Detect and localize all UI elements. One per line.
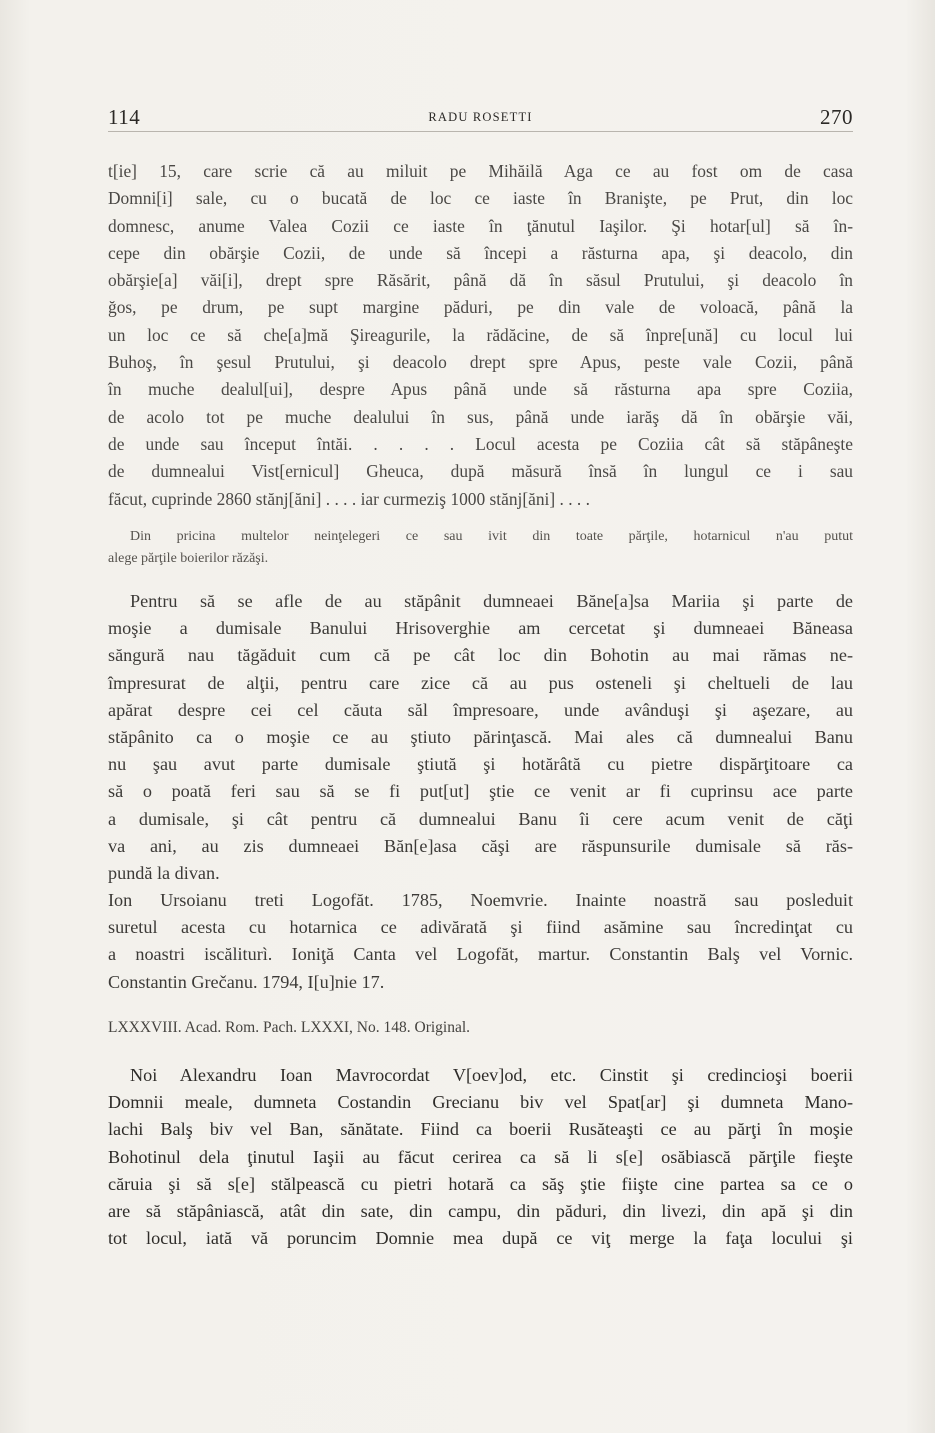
text-line: Din pricina multelor neinţelegeri ce sau ivit din toate părţile, hotarnicul n'au putut: [130, 529, 853, 544]
text-line: suretul acesta cu hotarnica ce adivărată şi fiind asămine sau încredinţat cu: [108, 917, 853, 938]
text-line: Ion Ursoianu treti Logofăt. 1785, Noemvrie. Inainte noastră sau posleduit: [108, 890, 853, 911]
text-line: a dumisale, şi cât pentru că dumnealui Banu îi cere acum venit de căţi: [108, 808, 853, 829]
deed-excerpt-text: [108, 158, 853, 513]
text-line: obărşie[a] văi[i], drept spre Răsărit, până dă în săsul Prutului, şi deacolo în: [108, 270, 853, 291]
text-line: în muche dealul[ui], despre Apus până unde să răsturna apa spre Coziia,: [108, 379, 853, 400]
text-line: de dumnealui Vist[ernicul] Gheuca, după măsură însă în lungul ce i sau: [108, 461, 853, 482]
text-line: are să stăpâniască, atât din sate, din campu, din păduri, din livezi, din apă şi din: [108, 1200, 853, 1221]
text-line: Bohotinul dela ţinutul Iaşii au făcut cerirea ca să li s[e] osăbiască părţile fieşte: [108, 1146, 853, 1167]
text-line: de unde sau început întăi. . . . . Locul acesta pe Coziia cât să stăpâneşte: [108, 433, 853, 454]
text-line: tot locul, iată vă poruncim Domnie mea după ce viţ merge la faţa locului şi: [108, 1228, 853, 1249]
text-line: lachi Balş biv vel Ban, sănătate. Fiind ca boerii Rusăteaşti ce au părţi în moşie: [108, 1119, 853, 1140]
text-line: stăpânito ca o moşie ce au ştiuto părinţască. Mai ales că dumnealui Banu: [108, 726, 853, 747]
document-reference: [108, 1016, 853, 1040]
page-number: 114: [108, 105, 141, 129]
text-line: împresurat de alţii, pentru care zice că au pus osteneli şi cheltueli de lau: [108, 672, 853, 693]
text-line: va ani, au zis dumneaei Băn[e]asa căşi are răspunsurile dumisale să răs-: [108, 835, 853, 856]
reference-line: LXXXVIII. Acad. Rom. Pach. LXXXI, No. 148. Original.: [108, 1019, 471, 1036]
text-line: de acolo tot pe muche dealului în sus, până unde iarăş dă în obărşie văi,: [108, 406, 853, 427]
text-line: căruia şi să s[e] stălpească cu pietri hotară ca săş ştie fiişte cine partea sa ce o: [108, 1173, 853, 1194]
text-line: alege părţile boierilor răzăşi.: [108, 551, 269, 566]
text-line: Constantin Grečanu. 1794, I[u]nie 17.: [108, 971, 385, 992]
text-line: săngură nau tăgăduit cum că pe cât loc din Bohotin au mai rămas ne-: [108, 645, 853, 666]
page-header: [108, 105, 853, 133]
text-line: apărat despre cei cel căuta săl împresoare, unde avânduşi şi aşezare, au: [108, 699, 853, 720]
text-line: moşie a dumisale Banului Hrisoverghie am cercetat şi dumneaei Băneasa: [108, 618, 853, 639]
text-line: nu şau avut parte dumisale ştiută şi hotărâtă cu pietre dispărţitoare ca: [108, 754, 853, 775]
text-line: Domni[i] sale, cu o bucată de loc ce iaste în Branişte, pe Prut, din loc: [108, 188, 853, 209]
text-line: să o poată feri sau să se fi put[ut] ştie ce venit ar fi cuprinsu ace parte: [108, 781, 853, 802]
text-line: cepe din obărşie Cozii, de unde să începi a răsturna apa, şi deacolo, din: [108, 242, 853, 263]
text-line: Domnii meale, dumneta Costandin Grecianu biv vel Spat[ar] şi dumneta Mano-: [108, 1092, 853, 1113]
document-number: 270: [820, 105, 853, 129]
small-note-text: [108, 526, 853, 570]
text-line: Noi Alexandru Ioan Mavrocordat V[oev]od, etc. Cinstit şi credincioşi boerii: [130, 1065, 853, 1085]
header-rule: [108, 131, 853, 132]
charter-text: [108, 1062, 853, 1252]
text-line: a noastri iscăliturì. Ioniţă Canta vel Logofăt, martur. Constantin Balş vel Vornic.: [108, 944, 853, 965]
main-paragraph: [108, 588, 853, 996]
text-line: făcut, cuprinde 2860 stănj[ăni] . . . . iar curmeziş 1000 stănj[ăni] . . . .: [108, 488, 590, 509]
text-line: un loc ce să che[a]mă Şireagurile, la rădăcine, de să înpre[ună] cu locul lui: [108, 324, 853, 345]
text-line: Pentru să se afle de au stăpânit dumneaei Băne[a]sa Mariia şi parte de: [130, 591, 853, 611]
running-title: RADU ROSETTI: [428, 110, 533, 124]
text-line: t[ie] 15, care scrie că au miluit pe Mihăilă Aga ce au fost om de casa: [108, 161, 853, 181]
text-line: domnesc, anume Valea Cozii ce iaste în ţănutul Iaşilor. Şi hotar[ul] să în-: [108, 215, 853, 236]
text-line: ğos, pe drum, pe supt margine păduri, pe din vale de voloacă, până la: [108, 297, 853, 318]
text-line: pundă la divan.: [108, 862, 220, 883]
text-line: Buhoş, în şesul Prutului, şi deacolo drept spre Apus, peste vale Cozii, până: [108, 352, 853, 373]
